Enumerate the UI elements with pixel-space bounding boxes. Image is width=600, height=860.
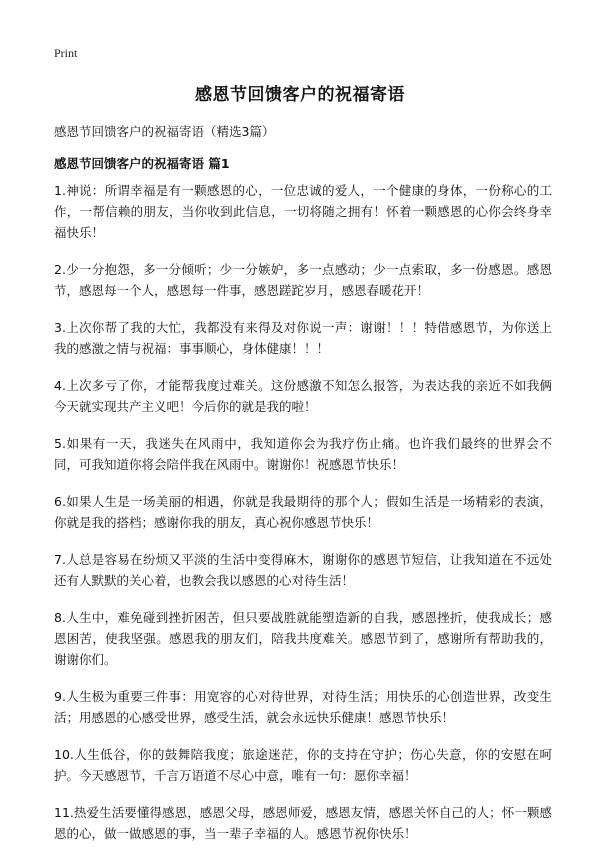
greeting-item: 8.人生中，难免碰到挫折困苦，但只要战胜就能塑造新的自我，感恩挫折，使我成长；感恩困苦，使我坚强。感恩我的朋友们，陪我共度难关。感恩节到了，感谢所有帮助我的，谢谢你们。: [54, 610, 552, 667]
greeting-item: 7.人总是容易在纷烦又平淡的生活中变得麻木，谢谢你的感恩节短信，让我知道在不远处还有人默默的关心着，也教会我以感恩的心对待生活！: [54, 552, 552, 588]
greeting-item: 10.人生低谷，你的鼓舞陪我度；旅途迷茫，你的支持在守护；伤心失意，你的安慰在呵护。今天感恩节，千言万语道不尽心中意，唯有一句：愿你幸福！: [54, 747, 552, 783]
greeting-item: 3.上次你帮了我的大忙，我都没有来得及对你说一声：谢谢！！！特借感恩节，为你送上我的感激之情与祝福：事事顺心，身体健康！！！: [54, 320, 552, 356]
greeting-item: 4.上次多亏了你，才能帮我度过难关。这份感激不知怎么报答，为表达我的亲近不如我俩今天就实现共产主义吧！今后你的就是我的啦！: [54, 378, 552, 414]
greeting-item: 5.如果有一天，我迷失在风雨中，我知道你会为我疗伤止痛。也许我们最终的世界会不同，可我知道你将会陪伴我在风雨中。谢谢你！祝感恩节快乐！: [54, 436, 552, 472]
print-link[interactable]: Print: [54, 46, 78, 60]
document-subtitle: 感恩节回馈客户的祝福寄语（精选3篇）: [54, 124, 275, 139]
greeting-item: 11.热爱生活要懂得感恩，感恩父母，感恩师爱，感恩友情，感恩关怀自己的人；怀一颗感恩的心，做一做感恩的事，当一辈子幸福的人。感恩节祝你快乐！: [54, 805, 552, 841]
greeting-item: 2.少一分抱怨，多一分倾听；少一分嫉妒，多一点感动；少一点索取，多一份感恩。感恩节，感恩每一个人，感恩每一件事，感恩蹉跎岁月，感恩春暖花开！: [54, 262, 552, 298]
greeting-item: 6.如果人生是一场美丽的相遇，你就是我最期待的那个人；假如生活是一场精彩的表演，你就是我的搭档；感谢你我的朋友，真心祝你感恩节快乐！: [54, 494, 552, 530]
page-title: 感恩节回馈客户的祝福寄语: [195, 85, 405, 105]
section-heading: 感恩节回馈客户的祝福寄语 篇1: [54, 156, 230, 171]
greeting-item: 9.人生极为重要三件事：用宽容的心对待世界，对待生活；用快乐的心创造世界，改变生活；用感恩的心感受世界，感受生活，就会永远快乐健康！感恩节快乐！: [54, 689, 552, 725]
greeting-item: 1.神说：所谓幸福是有一颗感恩的心，一位忠诚的爱人，一个健康的身体，一份称心的工作，一帮信赖的朋友，当你收到此信息，一切将随之拥有！怀着一颗感恩的心你会终身幸福快乐！: [54, 183, 552, 240]
greeting-list: [54, 180, 552, 860]
